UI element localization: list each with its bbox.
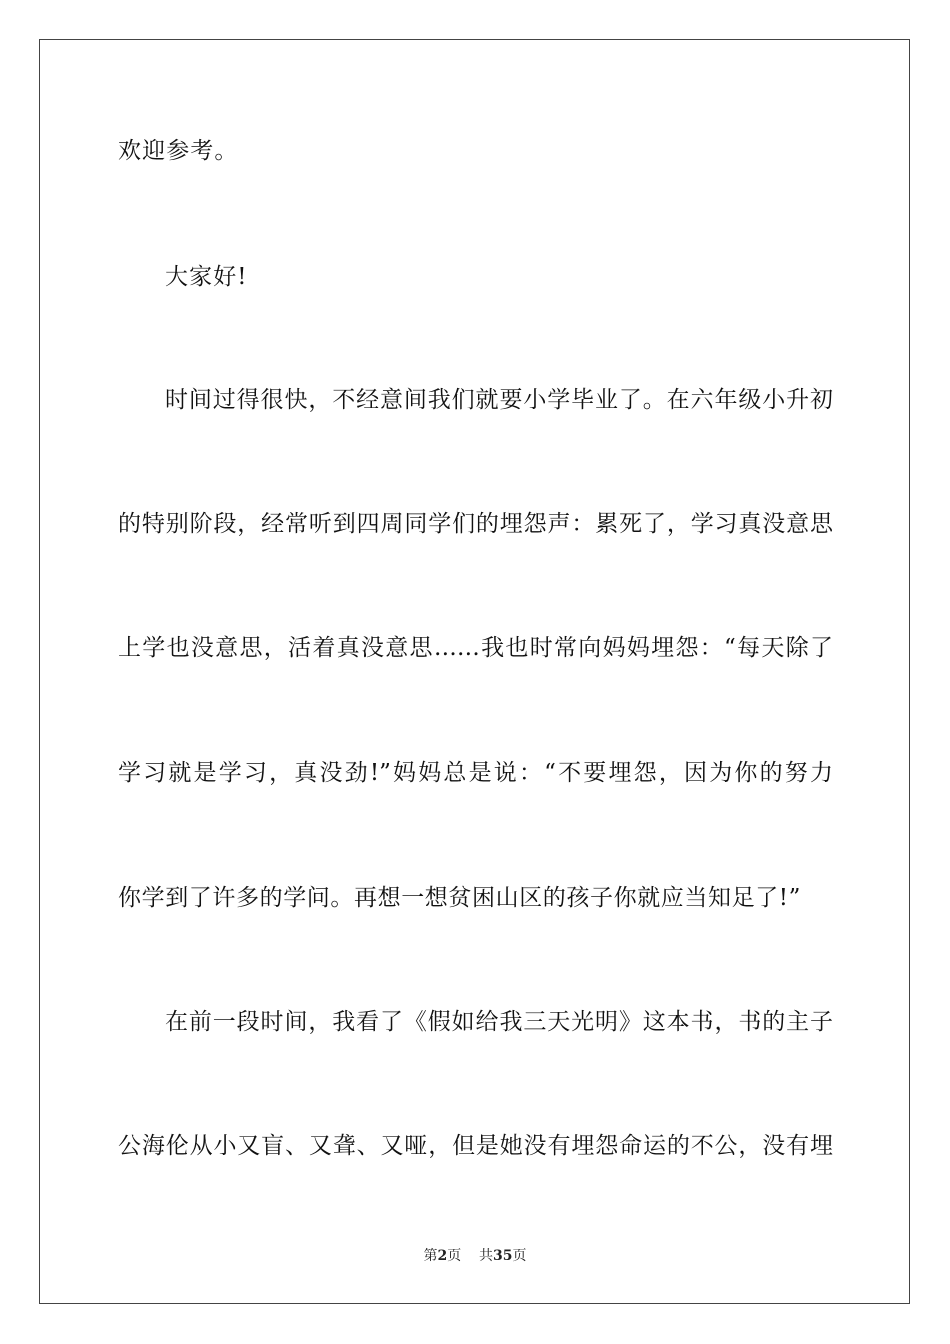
page-footer [0, 1247, 950, 1265]
text-line: 欢迎参考。 [118, 138, 239, 164]
total-pages: 35 [493, 1248, 513, 1264]
total-prefix: 共 [479, 1248, 494, 1264]
paragraph-line: 时间过得很快，不经意间我们就要小学毕业了。在六年级小升初 [165, 387, 833, 413]
page-border [39, 39, 910, 1304]
paragraph-line: 学习就是学习，真没劲!”妈妈总是说：“不要埋怨，因为你的努力 [118, 760, 833, 786]
page-number: 2 [437, 1248, 448, 1264]
paragraph-line: 在前一段时间，我看了《假如给我三天光明》这本书，书的主子 [165, 1009, 833, 1035]
total-suffix: 页 [512, 1248, 527, 1264]
page-suffix: 页 [447, 1248, 462, 1264]
paragraph-line: 你学到了许多的学问。再想一想贫困山区的孩子你就应当知足了!” [118, 885, 802, 911]
paragraph-line: 公海伦从小又盲、又聋、又哑，但是她没有埋怨命运的不公，没有埋 [118, 1133, 833, 1159]
paragraph-line: 上学也没意思，活着真没意思……我也时常向妈妈埋怨：“每天除了 [118, 635, 833, 661]
page-prefix: 第 [423, 1248, 438, 1264]
greeting-line: 大家好! [165, 264, 248, 290]
paragraph-line: 的特别阶段，经常听到四周同学们的埋怨声：累死了，学习真没意思 [118, 511, 833, 537]
